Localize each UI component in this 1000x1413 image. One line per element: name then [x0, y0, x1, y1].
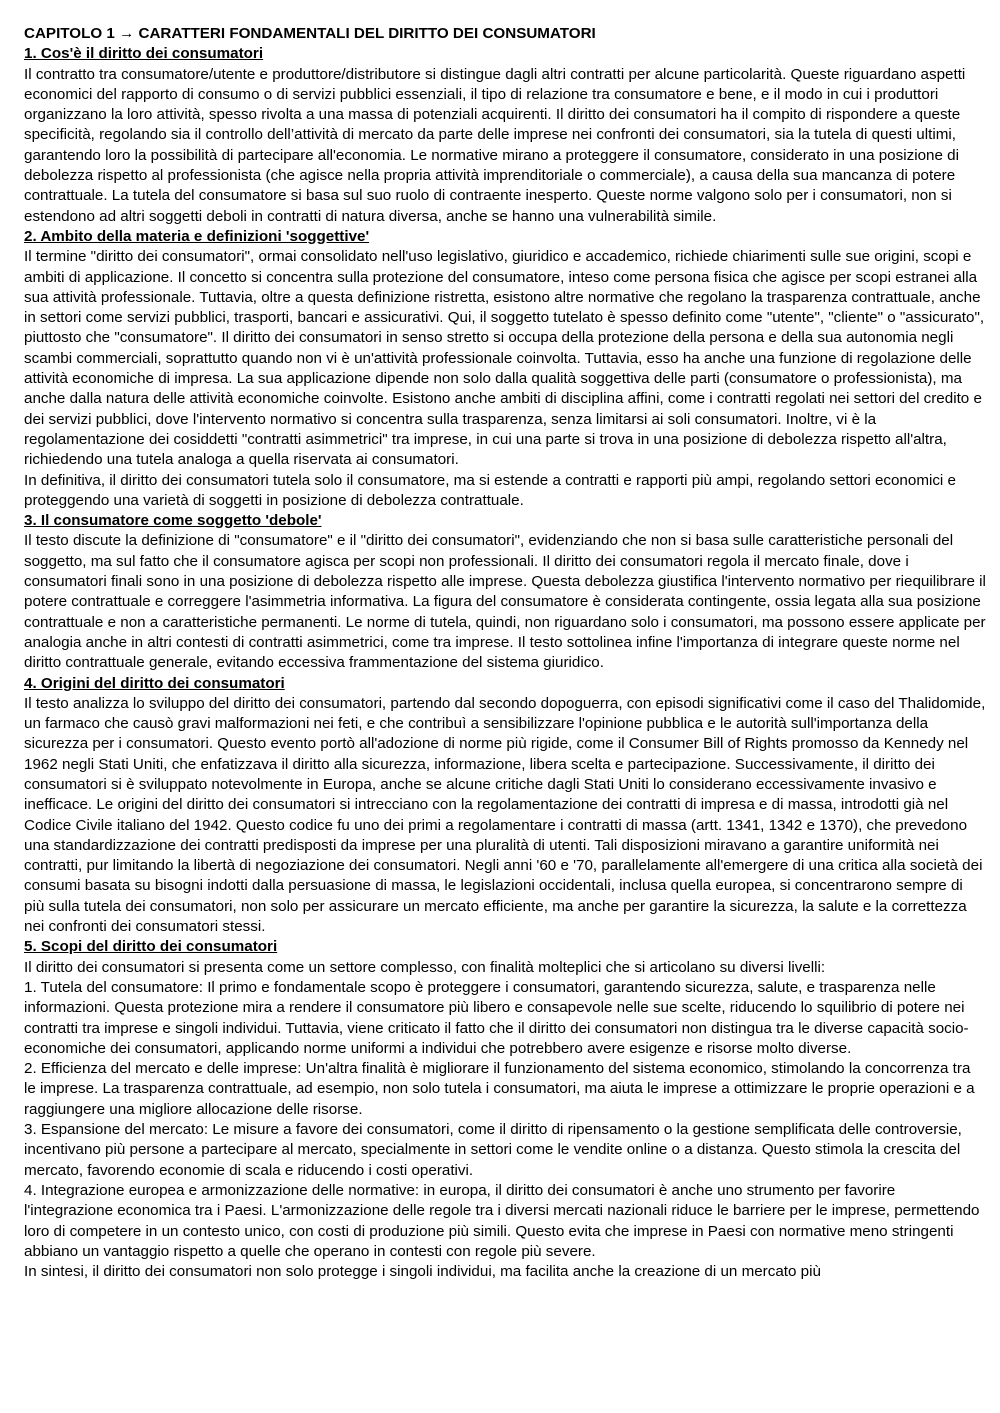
list-item: 4. Integrazione europea e armonizzazione delle normative: in europa, il diritto dei consumatori è anche uno strumento per favorire l'integrazione economica tra i Paesi. L'armonizzazione delle regole tra i diversi mercati nazionali riduce le barriere per le imprese, permettendo loro di competere in un contesto unico, con costi di produzione più simili. Questo evita che imprese in Paesi con normative meno stringenti abbiano un vantaggio rispetto a quelle che operano in contesti con regole più severe. [24, 1181, 980, 1260]
list-item: 1. Tutela del consumatore: Il primo e fondamentale scopo è proteggere i consumatori, garantendo sicurezza, salute, e trasparenza nelle informazioni. Questa protezione mira a rendere il consumatore più libero e consapevole nelle sue scelte, riducendo lo squilibrio di potere nei contratti tra imprese e singoli individui. Tuttavia, viene criticato il fatto che il diritto dei consumatori non distingua tra le diverse capacità socio-economiche dei consumatori, applicando norme uniformi a individui che potrebbero avere esigenze e risorse molto diverse. [24, 978, 969, 1057]
paragraph: Il contratto tra consumatore/utente e produttore/distributore si distingue dagli altri contratti per alcune particolarità. Queste riguardano aspetti economici del rapporto di consumo o di servizi pubblici essenziali, il tipo di relazione tra consumatore e bene, e il modo in cui i produttori organizzano la loro attività, spesso rivolta a una massa di potenziali acquirenti. Il diritto dei consumatori ha il compito di rispondere a queste specificità, regolando sia il controllo dell’attività di mercato da parte delle imprese nei confronti dei consumatori, sia la tutela di questi ultimi, garantendo loro la possibilità di partecipare all'economia. Le normative mirano a proteggere il consumatore, considerato in una posizione di debolezza rispetto al professionista (che agisce nella propria attività imprenditoriale o commerciale), a causa della sua mancanza di potere contrattuale. La tutela del consumatore si basa sul suo ruolo di contraente inesperto. Queste norme valgono solo per i consumatori, non si estendono ad altri soggetti deboli in contratti di natura diversa, anche se hanno una vulnerabilità simile. [24, 65, 966, 225]
paragraph: Il diritto dei consumatori si presenta come un settore complesso, con finalità molteplici che si articolano su diversi livelli: [24, 958, 826, 976]
section-heading: 4. Origini del diritto dei consumatori [24, 674, 285, 692]
document-title: CAPITOLO 1 → CARATTERI FONDAMENTALI DEL DIRITTO DEI CONSUMATORI [24, 25, 596, 42]
section-heading: 2. Ambito della materia e definizioni 'soggettive' [24, 227, 370, 245]
section-heading: 1. Cos'è il diritto dei consumatori [24, 45, 264, 63]
list-item: 3. Espansione del mercato: Le misure a favore dei consumatori, come il diritto di ripensamento o la gestione semplificata delle controversie, incentivano più persone a partecipare al mercato, specialmente in settori come le vendite online o a distanza. Questo stimola la crescita del mercato, favorendo economie di scala e riducendo i costi operativi. [24, 1121, 962, 1179]
list-item: 2. Efficienza del mercato e delle imprese: Un'altra finalità è migliorare il funzionamento del sistema economico, stimolando la concorrenza tra le imprese. La trasparenza contrattuale, ad esempio, non solo tutela i consumatori, ma aiuta le imprese a ottimizzare le proprie operazioni e a raggiungere una migliore allocazione delle risorse. [24, 1060, 975, 1118]
section-heading: 5. Scopi del diritto dei consumatori [24, 938, 278, 956]
paragraph: In definitiva, il diritto dei consumatori tutela solo il consumatore, ma si estende a contratti e rapporti più ampi, regolando settori economici e proteggendo una varietà di soggetti in posizione di debolezza contrattuale. [24, 471, 956, 509]
paragraph: Il testo discute la definizione di "consumatore" e il "diritto dei consumatori", evidenziando che non si basa sulle caratteristiche personali del soggetto, ma sul fatto che il consumatore agisca per scopi non professionali. Il diritto dei consumatori regola il mercato finale, dove i consumatori finali sono in una posizione di debolezza rispetto alle imprese. Questa debolezza giustifica l'intervento normativo per riequilibrare il potere contrattuale e correggere l'asimmetria informativa. La figura del consumatore è considerata contingente, ossia legata alla sua posizione contrattuale e non a caratteristiche permanenti. Le norme di tutela, quindi, non riguardano solo i consumatori, ma possono essere applicate per analogia anche in altri contesti di contratti asimmetrici, come tra imprese. Il testo sottolinea infine l'importanza di integrare queste norme nel diritto contrattuale generale, evitando eccessiva frammentazione del sistema giuridico. [24, 532, 986, 672]
section-heading: 3. Il consumatore come soggetto 'debole' [24, 512, 322, 530]
paragraph: In sintesi, il diritto dei consumatori non solo protegge i singoli individui, ma facilita anche la creazione di un mercato più [24, 1263, 821, 1281]
paragraph: Il termine "diritto dei consumatori", ormai consolidato nell'uso legislativo, giuridico e accademico, richiede chiarimenti sulle sue origini, scopi e ambiti di applicazione. Il concetto si concentra sulla protezione del consumatore, inteso come persona fisica che agisce per scopi estranei alla sua attività professionale. Tuttavia, oltre a questa definizione ristretta, esistono altre normative che regolano la trasparenza contrattuale, anche in settori come servizi pubblici, trasporti, bancari e assicurativi. Qui, il soggetto tutelato è spesso definito come "utente", "cliente" o "assicurato", piuttosto che "consumatore". Il diritto dei consumatori in senso stretto si occupa della protezione della persona e della sua autonomia negli scambi commerciali, soprattutto quando non vi è un'attività professionale coinvolta. Tuttavia, esso ha anche una funzione di regolazione delle attività economiche di impresa. La sua applicazione dipende non solo dalla qualità soggettiva delle parti (consumatore o professionista), ma anche dalla natura delle attività economiche coinvolte. Esistono anche ambiti di disciplina affini, come i contratti regolati nei settori del credito e dei servizi pubblici, dove l'intervento normativo si concentra sulla trasparenza, senza limitarsi ai soli consumatori. Inoltre, vi è la regolamentazione dei cosiddetti "contratti asimmetrici" tra imprese, in cui una parte si trova in una posizione di debolezza rispetto all'altra, richiedendo una tutela analoga a quella riservata ai consumatori. [24, 248, 985, 469]
paragraph: Il testo analizza lo sviluppo del diritto dei consumatori, partendo dal secondo dopoguerra, con episodi significativi come il caso del Thalidomide, un farmaco che causò gravi malformazioni nei feti, e che contribuì a sensibilizzare l'opinione pubblica e le autorità sull'importanza della sicurezza per i consumatori. Questo evento portò all'adozione di norme più rigide, come il Consumer Bill of Rights promosso da Kennedy nel 1962 negli Stati Uniti, che enfatizzava il diritto alla sicurezza, informazione, libera scelta e partecipazione. Successivamente, il diritto dei consumatori si è sviluppato notevolmente in Europa, anche se alcune critiche dagli Stati Uniti lo considerano eccessivamente invasivo e inefficace. Le origini del diritto dei consumatori si intrecciano con la regolamentazione dei contratti di impresa e di massa, introdotti già nel Codice Civile italiano del 1942. Questo codice fu uno dei primi a regolamentare i contratti di massa (artt. 1341, 1342 e 1370), che prevedono una standardizzazione dei contratti predisposti da imprese per una pluralità di utenti. Tali disposizioni miravano a garantire uniformità nei contratti, pur limitando la libertà di negoziazione dei consumatori. Negli anni '60 e '70, parallelamente all'emergere di una critica alla società dei consumi basata su bisogni indotti dalla persuasione di massa, le legislazioni occidentali, inclusa quella europea, si concentrarono sempre di più sulla tutela dei consumatori, non solo per assicurare un mercato efficiente, ma anche per garantire la sicurezza, la salute e la correttezza nei confronti dei consumatori stessi. [24, 694, 986, 936]
